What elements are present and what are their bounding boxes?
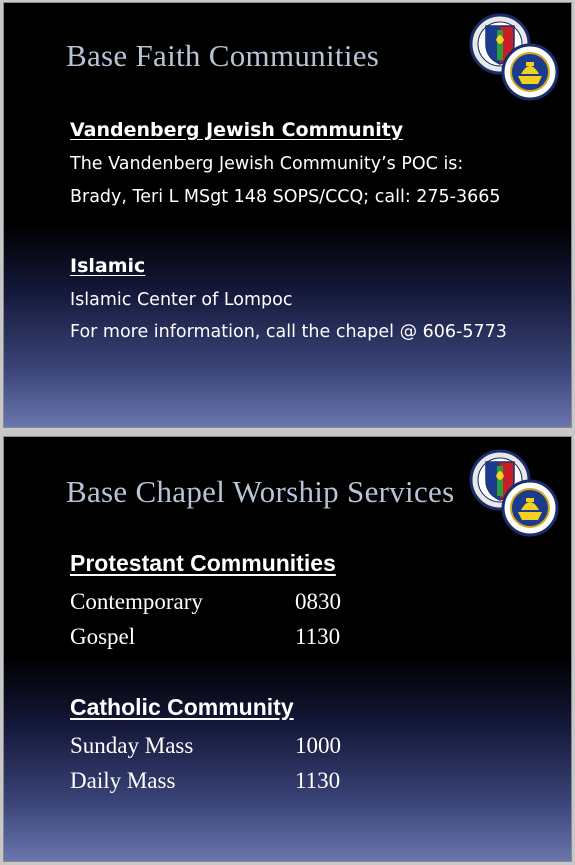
chaplain-corps-seal-logo [468, 12, 560, 102]
service-time-gospel: 1130 [295, 624, 341, 649]
service-name-contemporary: Contemporary [70, 589, 203, 614]
slide-title: Base Chapel Worship Services [66, 474, 455, 509]
section-heading-protestant: Protestant Communities [70, 550, 336, 576]
section-heading-jewish: Vandenberg Jewish Community [70, 119, 404, 141]
section-heading-islamic: Islamic [70, 255, 146, 277]
jewish-contact-line: Brady, Teri L MSgt 148 SOPS/CCQ; call: 275-3665 [70, 187, 501, 207]
slide-title: Base Faith Communities [66, 38, 380, 73]
section-heading-catholic: Catholic Community [70, 694, 294, 720]
service-time-daily-mass: 1130 [295, 768, 341, 793]
slide-base-chapel-worship-services [3, 436, 572, 862]
service-time-contemporary: 0830 [295, 589, 341, 614]
service-name-sunday-mass: Sunday Mass [70, 733, 194, 758]
service-name-daily-mass: Daily Mass [70, 768, 176, 793]
slide-base-faith-communities [3, 2, 572, 428]
islamic-contact-line: For more information, call the chapel @ 606-5773 [70, 322, 507, 342]
islamic-center-line: Islamic Center of Lompoc [70, 290, 293, 310]
service-time-sunday-mass: 1000 [295, 733, 341, 758]
chaplain-corps-badge-icon [503, 45, 557, 99]
service-name-gospel: Gospel [70, 624, 136, 649]
chaplain-corps-seal-logo [468, 448, 560, 538]
jewish-poc-line: The Vandenberg Jewish Community’s POC is: [70, 154, 464, 174]
chaplain-corps-badge-icon [503, 481, 557, 535]
